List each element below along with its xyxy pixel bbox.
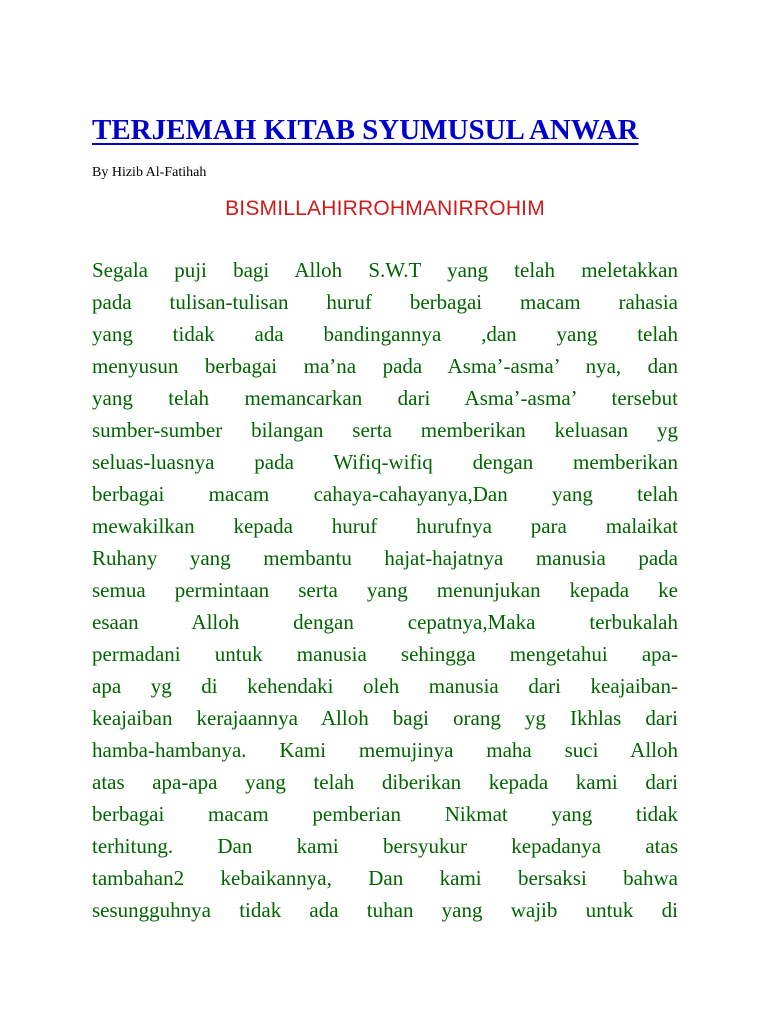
- body-line: hamba-hambanya. Kami memujinya maha suci Alloh: [92, 738, 678, 762]
- body-line: atas apa-apa yang telah diberikan kepada kami dari: [92, 770, 678, 794]
- document-title: TERJEMAH KITAB SYUMUSUL ANWAR: [92, 114, 639, 146]
- body-line: yang telah memancarkan dari Asma’-asma’ tersebut: [92, 386, 678, 410]
- document-page: [92, 110, 678, 922]
- author-byline: By Hizib Al-Fatihah: [92, 165, 207, 180]
- body-line: yang tidak ada bandingannya ,dan yang telah: [92, 322, 678, 346]
- body-line: Segala puji bagi Alloh S.W.T yang telah meletakkan: [92, 258, 678, 282]
- body-line: pada tulisan-tulisan huruf berbagai macam rahasia: [92, 290, 678, 314]
- body-line: menyusun berbagai ma’na pada Asma’-asma’ nya, dan: [92, 354, 678, 378]
- body-line: semua permintaan serta yang menunjukan kepada ke: [92, 578, 678, 602]
- body-line: apa yg di kehendaki oleh manusia dari keajaiban-: [92, 674, 678, 698]
- body-line: sesungguhnya tidak ada tuhan yang wajib untuk di: [92, 898, 678, 922]
- body-line: permadani untuk manusia sehingga mengetahui apa-: [92, 642, 678, 666]
- body-line: seluas-luasnya pada Wifiq-wifiq dengan memberikan: [92, 450, 678, 474]
- body-line: esaan Alloh dengan cepatnya,Maka terbukalah: [92, 610, 678, 634]
- body-paragraph: [92, 254, 678, 926]
- body-line: berbagai macam cahaya-cahayanya,Dan yang telah: [92, 482, 678, 506]
- body-line: Ruhany yang membantu hajat-hajatnya manusia pada: [92, 546, 678, 570]
- body-line: tambahan2 kebaikannya, Dan kami bersaksi bahwa: [92, 866, 678, 890]
- body-line: mewakilkan kepada huruf hurufnya para malaikat: [92, 514, 678, 538]
- body-line: sumber-sumber bilangan serta memberikan keluasan yg: [92, 418, 678, 442]
- body-line: berbagai macam pemberian Nikmat yang tidak: [92, 802, 678, 826]
- body-line: terhitung. Dan kami bersyukur kepadanya atas: [92, 834, 678, 858]
- basmalah-heading: BISMILLAHIRROHMANIRROHIM: [225, 197, 545, 220]
- body-line: keajaiban kerajaannya Alloh bagi orang yg Ikhlas dari: [92, 706, 678, 730]
